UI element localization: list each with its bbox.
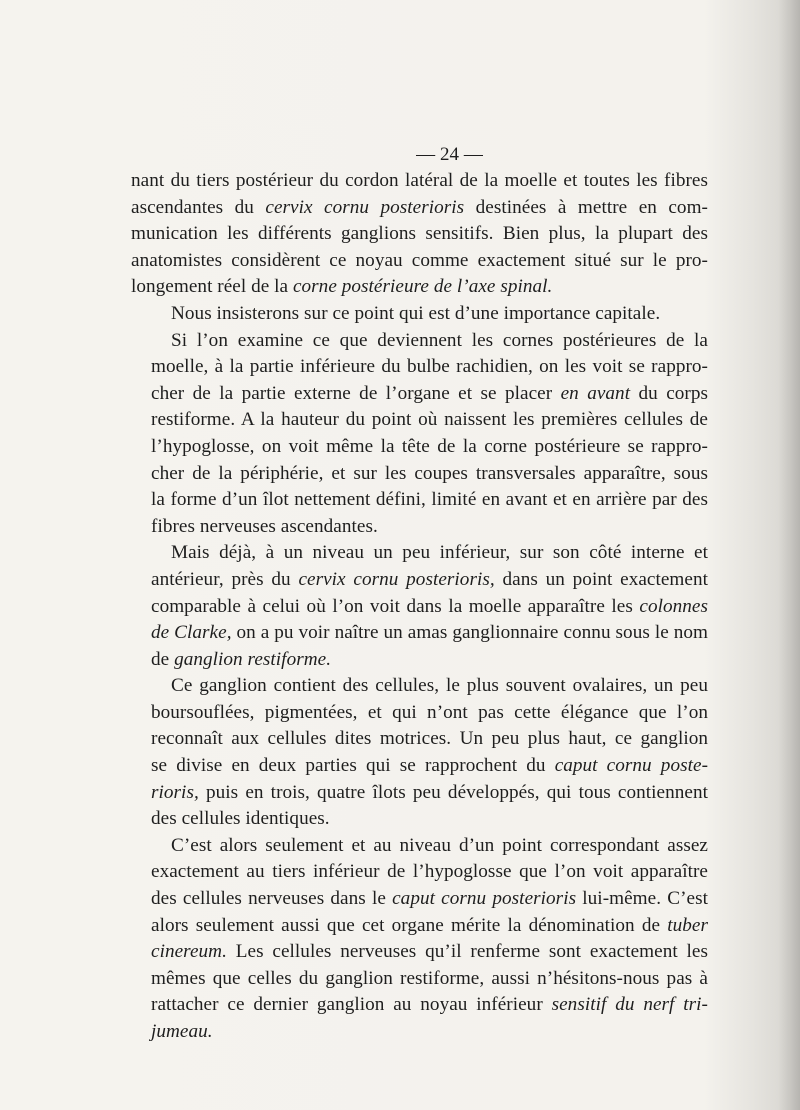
italic-term: cervix cornu posterioris, — [298, 568, 495, 590]
italic-term: jumeau. — [151, 1021, 213, 1042]
paragraph — [131, 301, 708, 328]
text-line — [131, 753, 708, 780]
text-run: cher de la partie externe de l’organe et se placer — [151, 382, 561, 404]
text-line — [131, 726, 708, 753]
text-line — [131, 221, 708, 248]
page-edge-shadow — [778, 0, 800, 1110]
text-line — [131, 514, 708, 541]
text-run: longement réel de la — [131, 276, 293, 298]
paragraphs — [131, 168, 708, 1046]
italic-term: rioris, — [151, 781, 199, 803]
text-run: la forme d’un îlot nettement défini, limité en avant et en arrière par des — [151, 489, 708, 511]
text-line — [131, 1019, 708, 1046]
text-run: C’est alors seulement et au niveau d’un point correspondant assez — [171, 834, 708, 856]
text-run: l’hypoglosse, on voit même la tête de la corne postérieure se rappro- — [151, 435, 708, 457]
text-run: nant du tiers postérieur du cordon latéral de la moelle et toutes les fibres — [131, 170, 708, 191]
text-run: du corps — [630, 382, 709, 404]
italic-term: sensitif du nerf tri- — [551, 994, 708, 1016]
paragraph — [131, 833, 708, 1046]
text-line — [131, 620, 708, 647]
italic-term: caput cornu poste- — [554, 755, 709, 777]
text-run: cher de la périphérie, et sur les coupes transversales apparaître, sous — [151, 462, 708, 484]
text-line — [131, 461, 708, 488]
text-line — [131, 966, 708, 993]
text-line — [131, 540, 708, 567]
text-line — [131, 487, 708, 514]
text-run: fibres nerveuses ascendantes. — [151, 515, 378, 537]
text-run: on a pu voir naître un amas ganglionnaire connu sous le nom — [231, 622, 708, 644]
text-run: munication les différents ganglions sensitifs. Bien plus, la plupart des — [131, 223, 708, 245]
text-run: Si l’on examine ce que deviennent les cornes postérieures de la — [171, 329, 708, 351]
text-line — [131, 594, 708, 621]
text-run: anatomistes considèrent ce noyau comme exactement situé sur le pro- — [131, 249, 708, 271]
text-run: Nous insisterons sur ce point qui est d’une importance capitale. — [171, 302, 661, 324]
text-line — [131, 248, 708, 275]
text-run: Les cellules nerveuses qu’il renferme sont exactement les — [226, 941, 708, 963]
text-line — [131, 195, 708, 222]
text-line — [131, 168, 708, 195]
text-line — [131, 939, 708, 966]
text-run: comparable à celui où l’on voit dans la moelle apparaître les — [151, 595, 640, 617]
text-line — [131, 673, 708, 700]
text-run: Ce ganglion contient des cellules, le plus souvent ovalaires, un peu — [171, 675, 708, 697]
text-line — [131, 354, 708, 381]
text-run: de — [151, 648, 175, 670]
text-line — [131, 913, 708, 940]
text-line — [131, 780, 708, 807]
paragraph — [131, 168, 708, 301]
text-line — [131, 381, 708, 408]
italic-term: cervix cornu posterioris — [265, 196, 465, 218]
text-line — [131, 434, 708, 461]
text-run: se divise en deux parties qui se rapprochent du — [151, 755, 555, 777]
text-line — [131, 647, 708, 674]
italic-term: de Clarke, — [151, 622, 232, 644]
italic-term: cinereum. — [151, 941, 227, 963]
text-line — [131, 992, 708, 1019]
text-line — [131, 567, 708, 594]
italic-term: colonnes — [639, 595, 708, 617]
text-run: antérieur, près du — [151, 568, 299, 590]
text-run: lui-même. C’est — [576, 888, 708, 910]
text-line — [131, 274, 708, 301]
text-run: des cellules identiques. — [151, 808, 330, 830]
text-block — [131, 141, 708, 1046]
paragraph — [131, 328, 708, 541]
text-run: destinées à mettre en com- — [464, 196, 708, 218]
text-run: mêmes que celles du ganglion restiforme, aussi n’hésitons-nous pas à — [151, 967, 708, 989]
text-line — [131, 806, 708, 833]
text-run: moelle, à la partie inférieure du bulbe rachidien, on les voit se rappro- — [151, 356, 708, 378]
text-run: restiforme. A la hauteur du point où naissent les premières cellules de — [151, 409, 708, 431]
text-line — [131, 700, 708, 727]
text-run: Mais déjà, à un niveau un peu inférieur, sur son côté interne et — [171, 542, 708, 564]
page-number: — 24 — — [416, 144, 483, 165]
text-run: exactement au tiers inférieur de l’hypoglosse que l’on voit apparaître — [151, 861, 708, 883]
text-run: boursouflées, pigmentées, et qui n’ont pas cette élégance que l’on — [151, 701, 708, 723]
text-run: alors seulement aussi que cet organe mérite la dénomination de — [151, 914, 668, 936]
text-line — [131, 859, 708, 886]
text-line — [131, 407, 708, 434]
italic-term: en avant — [560, 382, 631, 404]
italic-term: corne postérieure de l’axe spinal. — [292, 276, 553, 298]
text-line — [131, 833, 708, 860]
text-line — [131, 328, 708, 355]
text-run: puis en trois, quatre îlots peu développés, qui tous contiennent — [198, 781, 708, 803]
text-line — [131, 886, 708, 913]
text-run: des cellules nerveuses dans le — [151, 888, 393, 910]
italic-term: caput cornu posterioris — [392, 888, 577, 910]
text-run: reconnaît aux cellules dites motrices. Un peu plus haut, ce ganglion — [151, 728, 708, 750]
italic-term: ganglion restiforme. — [174, 648, 332, 670]
paragraph — [131, 673, 708, 833]
text-run: dans un point exactement — [494, 568, 708, 590]
paragraph — [131, 540, 708, 673]
text-line — [131, 301, 708, 328]
text-run: rattacher ce dernier ganglion au noyau inférieur — [151, 994, 552, 1016]
text-run: ascendantes du — [131, 196, 266, 218]
italic-term: tuber — [667, 914, 708, 936]
